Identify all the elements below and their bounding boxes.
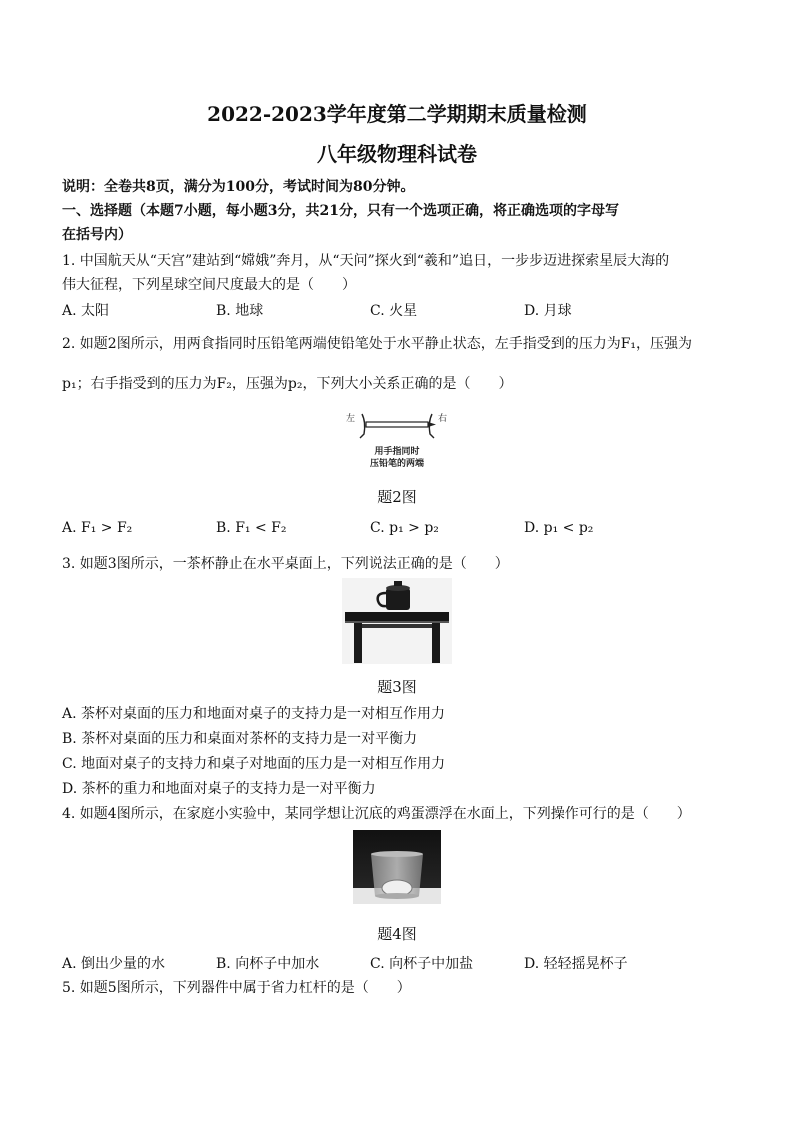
q3-option-b: B. 茶杯对桌面的压力和桌面对茶杯的支持力是一对平衡力: [62, 731, 418, 747]
figure-3-caption: 题3图: [377, 678, 417, 696]
q2-option-a: A. F₁ > F₂: [62, 520, 133, 536]
question-3-text: 3. 如题3图所示，一茶杯静止在水平桌面上，下列说法正确的是（ ）: [62, 556, 509, 572]
q1-option-b: B. 地球: [216, 303, 264, 319]
q1-option-a: A. 太阳: [62, 303, 110, 319]
question-4-text: 4. 如题4图所示，在家庭小实验中，某同学想让沉底的鸡蛋漂浮在水面上，下列操作可行的是（ ）: [62, 806, 691, 822]
exam-subtitle: 八年级物理科试卷: [317, 142, 477, 166]
q4-option-c: C. 向杯子中加盐: [370, 956, 474, 972]
section-heading: 一、选择题（本题7小题，每小题3分，共21分，只有一个选项正确，将正确选项的字母写: [62, 203, 619, 219]
exam-instructions: 说明：全卷共8页，满分为100分，考试时间为80分钟。: [62, 179, 415, 195]
question-2-text-cont: p₁；右手指受到的压力为F₂，压强为p₂，下列大小关系正确的是（ ）: [62, 376, 513, 392]
figure-2-caption: 题2图: [377, 488, 417, 506]
figure-3-cup-on-table: [342, 578, 452, 664]
figure-2-pencil: [344, 408, 450, 472]
section-heading-cont: 在括号内）: [62, 227, 132, 243]
q1-option-d: D. 月球: [524, 303, 572, 319]
exam-title: 2022-2023学年度第二学期期末质量检测: [207, 102, 587, 126]
q2-option-b: B. F₁ < F₂: [216, 520, 287, 536]
q3-option-a: A. 茶杯对桌面的压力和地面对桌子的支持力是一对相互作用力: [62, 706, 446, 722]
question-2-text: 2. 如题2图所示，用两食指同时压铅笔两端使铅笔处于水平静止状态，左手指受到的压力为F₁，压强为: [62, 336, 693, 352]
q3-option-c: C. 地面对桌子的支持力和桌子对地面的压力是一对相互作用力: [62, 756, 446, 772]
figure-4-egg-glass: [353, 830, 441, 904]
q4-option-d: D. 轻轻摇晃杯子: [524, 956, 628, 972]
q2-option-d: D. p₁ < p₂: [524, 520, 594, 536]
glass-egg-icon: [353, 830, 441, 904]
question-1-text-cont: 伟大征程，下列星球空间尺度最大的是（ ）: [62, 277, 356, 293]
pencil-diagram-icon: [344, 408, 450, 472]
table-cup-icon: [342, 578, 452, 664]
q4-option-a: A. 倒出少量的水: [62, 956, 166, 972]
fig2-right-label: 右: [438, 414, 448, 424]
question-1-text: 1. 中国航天从“天宫”建站到“嫦娥”奔月，从“天问”探火到“羲和”追日，一步步迈进探索星辰大海的: [62, 253, 670, 269]
fig2-caption-line1: 用手指同时: [374, 447, 420, 457]
q1-option-c: C. 火星: [370, 303, 418, 319]
figure-4-caption: 题4图: [377, 925, 417, 943]
fig2-left-label: 左: [346, 414, 356, 424]
fig2-caption-line2: 压铅笔的两端: [369, 459, 425, 469]
q4-option-b: B. 向杯子中加水: [216, 956, 320, 972]
q3-option-d: D. 茶杯的重力和地面对桌子的支持力是一对平衡力: [62, 781, 376, 797]
question-5-text: 5. 如题5图所示，下列器件中属于省力杠杆的是（ ）: [62, 980, 411, 996]
q2-option-c: C. p₁ > p₂: [370, 520, 439, 536]
